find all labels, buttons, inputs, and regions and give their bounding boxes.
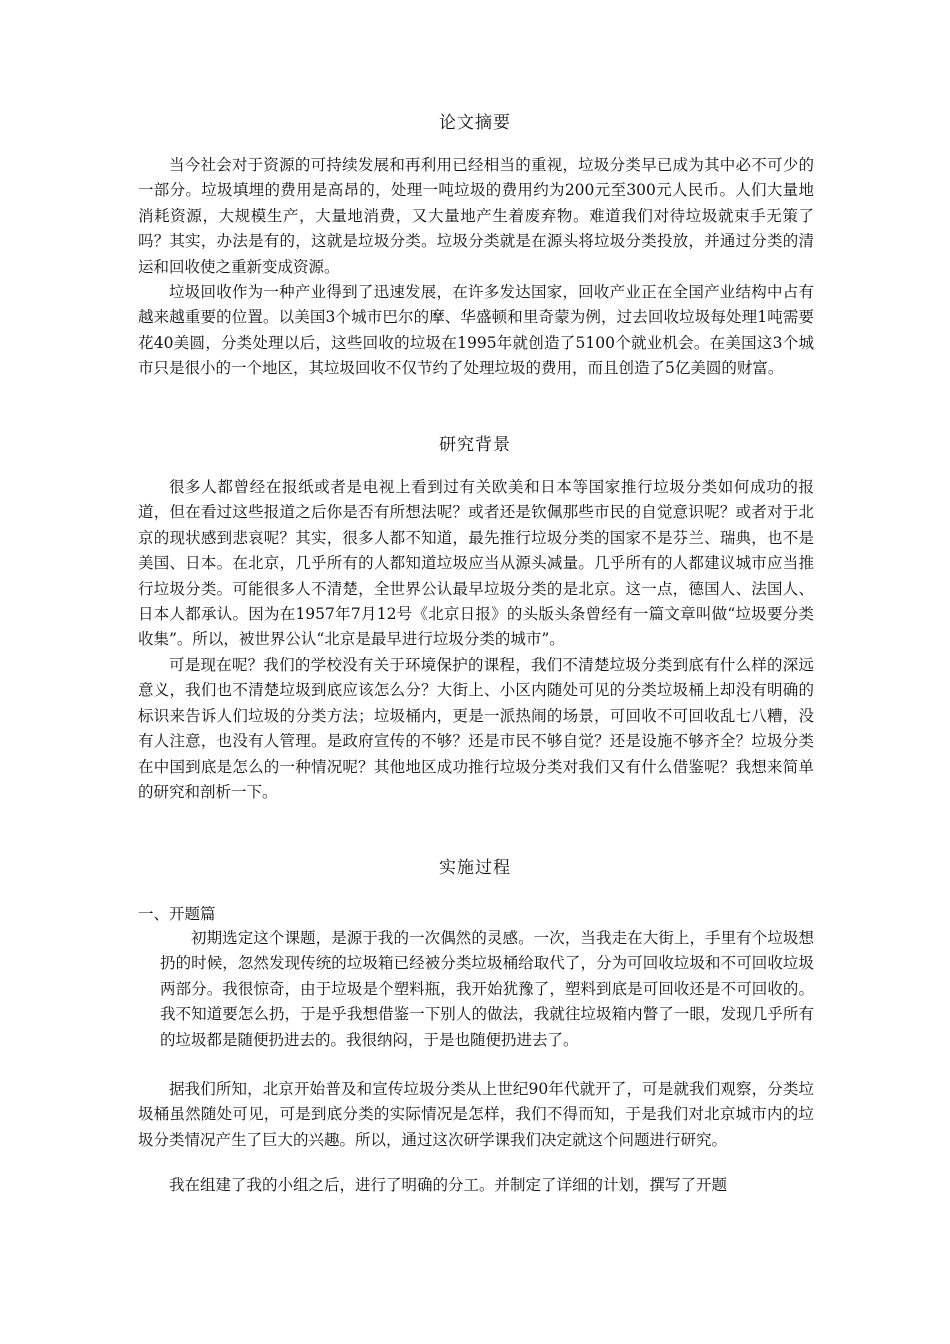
process-paragraph-3: 我在组建了我的小组之后，进行了明确的分工。并制定了详细的计划，撰写了开题 xyxy=(169,1176,728,1194)
abstract-paragraph-2: 垃圾回收作为一种产业得到了迅速发展，在许多发达国家，回收产业正在全国产业结构中占有越来越重要的位置。以美国3个城市巴尔的摩、华盛顿和里奇蒙为例，过去回收垃圾每处理1吨需要花40美圆，分类处理以后，这些回收的垃圾在1995年就创造了5100个就业机会。在美国这3个城市只是很小的一个地区，其垃圾回收不仅节约了处理垃圾的费用，而且创造了5亿美圆的财富。 xyxy=(138,283,814,378)
process-title: 实施过程 xyxy=(439,858,511,878)
background-paragraph-2: 可是现在呢？我们的学校没有关于环境保护的课程，我们不清楚垃圾分类到底有什么样的深远意义，我们也不清楚垃圾到底应该怎么分？大街上、小区内随处可见的分类垃圾桶上却没有明确的标识来告诉人们垃圾的分类方法；垃圾桶内，更是一派热闹的场景，可回收不可回收乱七八糟，没有人注意，也没有人管理。是政府宣传的不够？还是市民不够自觉？还是设施不够齐全？垃圾分类在中国到底是怎么的一种情况呢？其他地区成功推行垃圾分类对我们又有什么借鉴呢？我想来简单的研究和剖析一下。 xyxy=(138,656,814,802)
background-title: 研究背景 xyxy=(439,435,511,455)
abstract-paragraph-1: 当今社会对于资源的可持续发展和再利用已经相当的重视，垃圾分类早已成为其中必不可少的一部分。垃圾填埋的费用是高昂的，处理一吨垃圾的费用约为200元至300元人民币。人们大量地消耗资源，大规模生产，大量地消费，又大量地产生着废弃物。难道我们对待垃圾就束手无策了吗？其实，办法是有的，这就是垃圾分类。垃圾分类就是在源头将垃圾分类投放，并通过分类的清运和回收使之重新变成资源。 xyxy=(138,156,814,276)
abstract-title: 论文摘要 xyxy=(439,113,511,133)
process-paragraph-1: 初期选定这个课题，是源于我的一次偶然的灵感。一次，当我走在大街上，手里有个垃圾想扔的时候，忽然发现传统的垃圾箱已经被分类垃圾桶给取代了，分为可回收垃圾和不可回收垃圾两部分。我很惊奇，由于垃圾是个塑料瓶，我开始犹豫了，塑料到底是可回收还是不可回收的。我不知道要怎么扔，于是乎我想借鉴一下别人的做法，我就往垃圾箱内瞥了一眼，发现几乎所有的垃圾都是随便扔进去的。我很纳闷，于是也随便扔进去了。 xyxy=(160,929,814,1049)
process-paragraph-2: 据我们所知，北京开始普及和宣传垃圾分类从上世纪90年代就开了，可是就我们观察，分类垃圾桶虽然随处可见，可是到底分类的实际情况是怎样，我们不得而知，于是我们对北京城市内的垃圾分类情况产生了巨大的兴趣。所以，通过这次研学课我们决定就这个问题进行研究。 xyxy=(138,1080,814,1149)
process-subtitle: 一、开题篇 xyxy=(138,905,216,923)
background-paragraph-1: 很多人都曾经在报纸或者是电视上看到过有关欧美和日本等国家推行垃圾分类如何成功的报道，但在看过这些报道之后你是否有所想法呢？或者还是钦佩那些市民的自觉意识呢？或者对于北京的现状感到悲哀呢？其实，很多人都不知道，最先推行垃圾分类的国家不是芬兰、瑞典，也不是美国、日本。在北京，几乎所有的人都知道垃圾应当从源头减量。几乎所有的人都建议城市应当推行垃圾分类。可能很多人不清楚，全世界公认最早垃圾分类的是北京。这一点，德国人、法国人、日本人都承认。因为在1957年7月12号《北京日报》的头版头条曾经有一篇文章叫做“垃圾要分类收集”。所以，被世界公认“北京是最早进行垃圾分类的城市”。 xyxy=(138,478,814,649)
